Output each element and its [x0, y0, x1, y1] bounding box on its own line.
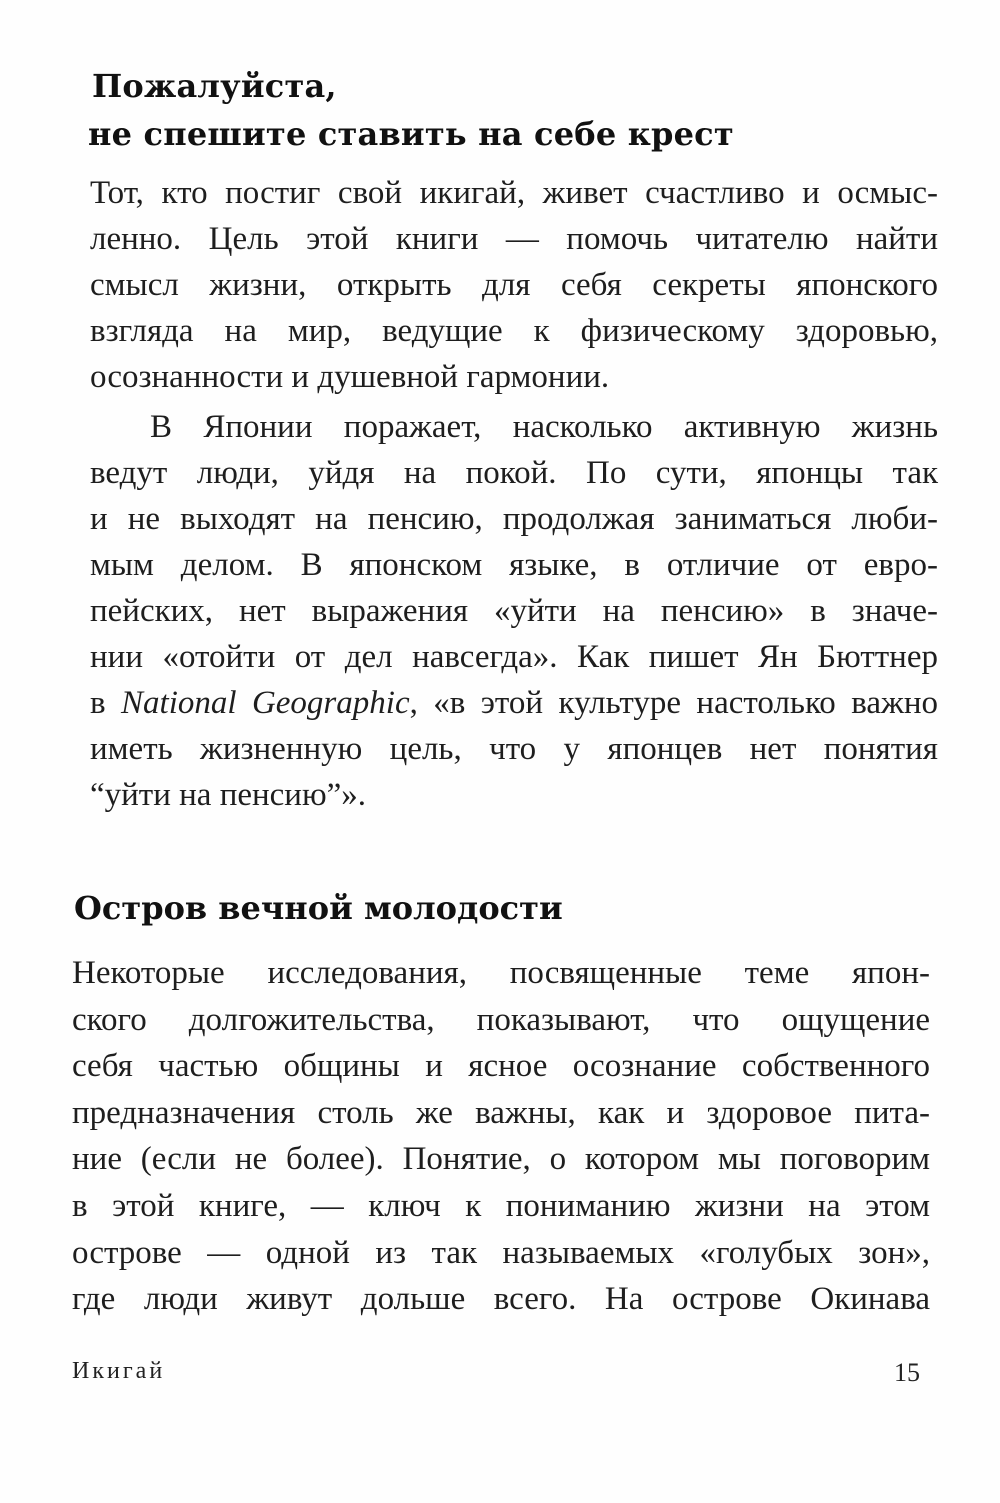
text-line: Тот, кто постиг свой икигай, живет счастливо и осмыс-: [90, 175, 938, 211]
text-line: предназначения столь же важны, как и здоровое пита-: [72, 1094, 930, 1131]
text-line: иметь жизненную цель, что у японцев нет понятия: [90, 731, 938, 767]
text-line: мым делом. В японском языке, в отличие от евро-: [90, 547, 938, 583]
paragraph-ikigai-intro: [90, 170, 938, 400]
heading-line: Пожалуйста,: [92, 67, 337, 105]
text-line: где люди живут дольше всего. На острове Окинава: [72, 1281, 930, 1318]
text-line: и не выходят на пенсию, продолжая заниматься люби-: [90, 501, 938, 537]
running-footer-book-title: Икигай: [72, 1358, 166, 1384]
text-line: Некоторые исследования, посвященные теме япон-: [72, 955, 930, 991]
text-fragment: , «в этой культуре настолько важно: [409, 685, 938, 721]
text-line: ние (если не более). Понятие, о котором мы поговорим: [72, 1141, 930, 1178]
text-line: смысл жизни, открыть для себя секреты японского: [90, 267, 938, 303]
text-line: в этой книге, — ключ к пониманию жизни на этом: [72, 1187, 930, 1224]
section-heading-island-of-youth: Остров вечной молодости: [74, 889, 563, 927]
text-line: осознанности и душевной гармонии.: [90, 359, 610, 395]
section-heading-please-dont-give-up: [88, 62, 734, 158]
text-line: себя частью общины и ясное осознание собственного: [72, 1048, 930, 1085]
page-number: 15: [894, 1358, 920, 1387]
paragraph-japan-retirement: [90, 404, 938, 818]
text-line: нии «отойти от дел навсегда». Как пишет Ян Бюттнер: [90, 639, 938, 675]
text-line: В Японии поражает, насколько активную жизнь: [150, 409, 938, 445]
paragraph-longevity-research: [72, 950, 930, 1323]
text-line: пейских, нет выражения «уйти на пенсию» в значе-: [90, 593, 938, 629]
publication-title: National Geographic: [121, 685, 410, 721]
text-line: “уйти на пенсию”».: [90, 777, 367, 813]
text-fragment: в: [90, 685, 122, 721]
text-line: ведут люди, уйдя на покой. По сути, японцы так: [90, 455, 938, 491]
text-line: острове — одной из так называемых «голубых зон»,: [72, 1234, 930, 1271]
text-line-with-citation: [90, 680, 938, 726]
text-line: ленно. Цель этой книги — помочь читателю найти: [90, 221, 938, 257]
text-line: ского долгожительства, показывают, что ощущение: [72, 1001, 930, 1038]
heading-line: не спешите ставить на себе крест: [88, 115, 734, 153]
text-line: взгляда на мир, ведущие к физическому здоровью,: [90, 313, 938, 349]
